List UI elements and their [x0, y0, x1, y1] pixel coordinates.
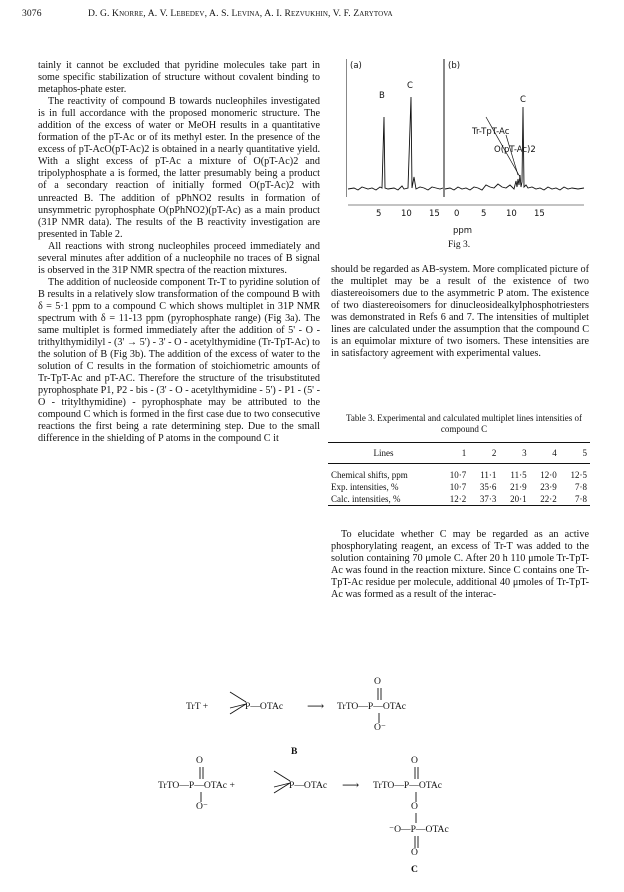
table-3 — [328, 442, 590, 506]
table-cell: 7·8 — [560, 493, 590, 506]
right-column-top — [331, 264, 589, 360]
tick-label: 0 — [454, 209, 460, 219]
r2-product-double-bond — [413, 767, 421, 779]
table-header-cell: Lines — [328, 443, 439, 464]
table-header-cell: 2 — [469, 443, 499, 464]
table-cell: 7·8 — [575, 482, 587, 492]
annotation-trtpt-ac: Tr-TpT-Ac — [472, 127, 510, 137]
r2-arrow: ⟶ — [342, 778, 360, 792]
paragraph: All reactions with strong nucleophiles proceed immediately and several minutes after addition of a nucleophile no traces of B signal is observed in the 31P NMR spectra of the reaction mixtures. — [38, 240, 320, 276]
table-cell: 11·1 — [480, 470, 497, 480]
tick-label: 10 — [506, 209, 517, 219]
spectrum-plot — [346, 57, 586, 225]
r2-reactant: TrTO—P—OTAc + — [158, 780, 235, 791]
table-cell: 22·2 — [530, 493, 560, 506]
r1-reactant: TrT + — [186, 701, 209, 712]
spectrum-trace-a — [348, 97, 443, 190]
table-cell: 23·9 — [540, 482, 557, 492]
table-header-row — [328, 443, 590, 464]
r1-arrow: ⟶ — [307, 699, 325, 713]
tick-label: 15 — [534, 209, 545, 219]
panel-a-label: (a) — [350, 61, 362, 71]
r2-product-bottom: ⁻O—P—OTAc — [389, 824, 449, 835]
paragraph: The addition of nucleoside component Tr-T to pyridine solution of B results in a relatively slow transformation of the compound B with δ = 5·1 ppm to a compound C which shows multiplet in 31P NMR spectrum with δ = 11-13 ppm (pyrophosphate range) (Fig 3a). The same multiplet is formed immediately after the addition of 5' - O - trithylthymidilyl - (3' → 5') - 3' - O - acetylthymidine (Tr-TpT-Ac) to the solution of B (Fig 3b). The addition of the excess of water to the solution of C results in the formation of stoichiometric amounts of Tr-TpT-Ac and pT-AC. Therefore the structure of the trisubstituted pyrophosphate P1, P2 - bis - (3' - O - acetylthymidine - 5') - P1 - (5' - O - tritylthymidine) - pyrophosphate may be attributed to the compound C which is formed in the first case due to two consecutive reactions the first being a rate determining step. Due to the small difference in the shielding of P atoms in the compound C it — [38, 276, 320, 445]
r1-product: TrTO—P—OTAc — [337, 701, 407, 712]
r2-product-top: TrTO—P—OTAc — [373, 780, 443, 791]
left-column — [38, 60, 320, 446]
annotation-opt-ac2: O(pT-Ac)2 — [494, 145, 536, 155]
compound-label-b: B — [291, 746, 298, 757]
peak-label-c-b: C — [520, 95, 526, 105]
tick-label: 15 — [429, 209, 440, 219]
table-cell: 20·1 — [499, 493, 529, 506]
tick-label: 10 — [401, 209, 412, 219]
table-cell: 10·7 — [449, 470, 467, 480]
running-head-authors: D. G. Knorre, A. V. Lebedev, A. S. Levina, A. I. Rezvukhin, V. F. Zarytova — [88, 8, 393, 19]
peak-label-b: B — [379, 91, 385, 101]
table-cell: 10·7 — [449, 482, 467, 492]
table-cell: 12·0 — [540, 470, 557, 480]
page-number: 3076 — [22, 8, 42, 19]
r2-oxygen-anion: O⁻ — [196, 801, 208, 812]
compound-label-c: C — [411, 864, 418, 875]
page-header — [22, 8, 602, 22]
r1-oxygen-top: O — [374, 676, 381, 687]
paragraph: To elucidate whether C may be regarded as an active phosphorylating reagent, an excess of Tr-T was added to the solution containing 70 μmole C. After 20 h 110 μmole Tr-TpT-Ac was found in the reaction mixture. Since C contains one Tr-TpT-Ac residue per molecule, additional 40 μmoles of Tr-TpT-Ac was formed as a result of the interac- — [331, 529, 589, 601]
paragraph: tainly it cannot be excluded that pyridine molecules take part in some specific stabilization of structure without covalent binding to metaphos-phate ester. — [38, 60, 320, 96]
table-caption: Table 3. Experimental and calculated multiplet lines intensities of compound C — [345, 413, 583, 434]
peak-label-c-a: C — [407, 81, 413, 91]
panel-b-label: (b) — [448, 61, 461, 71]
r1-oxygen-anion: O⁻ — [374, 722, 386, 733]
right-column-bottom — [331, 529, 589, 601]
r1-reagent: P—OTAc — [245, 701, 284, 712]
table-cell: 21·9 — [510, 482, 527, 492]
r2-double-bond — [198, 767, 206, 779]
r2-reagent: P—OTAc — [289, 780, 328, 791]
table-cell: 37·3 — [469, 493, 499, 506]
table-row — [328, 493, 590, 506]
r2-product-oxygen-top: O — [411, 755, 418, 766]
table-header-cell: 5 — [560, 443, 590, 464]
paragraph: The reactivity of compound B towards nucleophiles investigated is in full accordance with the proposed monomeric structure. The addition of the excess of water or MeOH results in a quantitative formation of the pT-Ac or of its methyl ester. In the presence of the excess of pT-AcO(pT-Ac)2 is obtained in a nearly quantitative yield. With a slight excess of pT-Ac a mixture of O(pT-Ac)2 and tripolyphosphate a is formed, the latter presumably being a product of a secondary reaction of initially formed O(pT-Ac)2 with unreacted B. The addition of pPhNO2 results in formation of unsymmetric pyrophosphate O(pPhNO2)(pT-Ac) as a main product (31P NMR data). The results of the B reactivity investigation are presented in Table 2. — [38, 96, 320, 240]
tick-label: 5 — [481, 209, 487, 219]
table-row — [328, 464, 590, 482]
table-cell: 12·5 — [570, 470, 587, 480]
r2-oxygen-top: O — [196, 755, 203, 766]
table-cell: 11·5 — [510, 470, 527, 480]
r1-double-bond — [376, 688, 384, 700]
tick-label: 5 — [376, 209, 382, 219]
table-row — [328, 481, 590, 493]
table-cell: 12·2 — [439, 493, 469, 506]
table-header-cell: 1 — [439, 443, 469, 464]
r2-product-bond — [414, 813, 418, 823]
axis-unit-label: ppm — [453, 226, 473, 236]
table-header-cell: 3 — [499, 443, 529, 464]
figure-caption: Fig 3. — [448, 240, 471, 250]
table-cell: Chemical shifts, ppm — [331, 470, 408, 480]
table-cell: 35·6 — [479, 482, 497, 492]
table-cell: Exp. intensities, % — [331, 482, 399, 492]
paragraph: should be regarded as AB-system. More complicated picture of the multiplet may be a result of the existence of two diastereoisomers due to the asymmetric P atom. The existence of two diastereoisomers for dinucleosidealkylphosphotriesters was demonstrated in Refs 6 and 7. The intensities of multiplet lines are calculated under the assumption that the compound C is an equimolar mixture of two isomers. These intensities are in satisfactory agreement with experimental values. — [331, 264, 589, 360]
r2-product-oxygen-bottom: O — [411, 847, 418, 858]
table-header-cell: 4 — [530, 443, 560, 464]
table-cell: Calc. intensities, % — [328, 493, 439, 506]
r2-product-bridge-oxygen: O — [411, 801, 418, 812]
